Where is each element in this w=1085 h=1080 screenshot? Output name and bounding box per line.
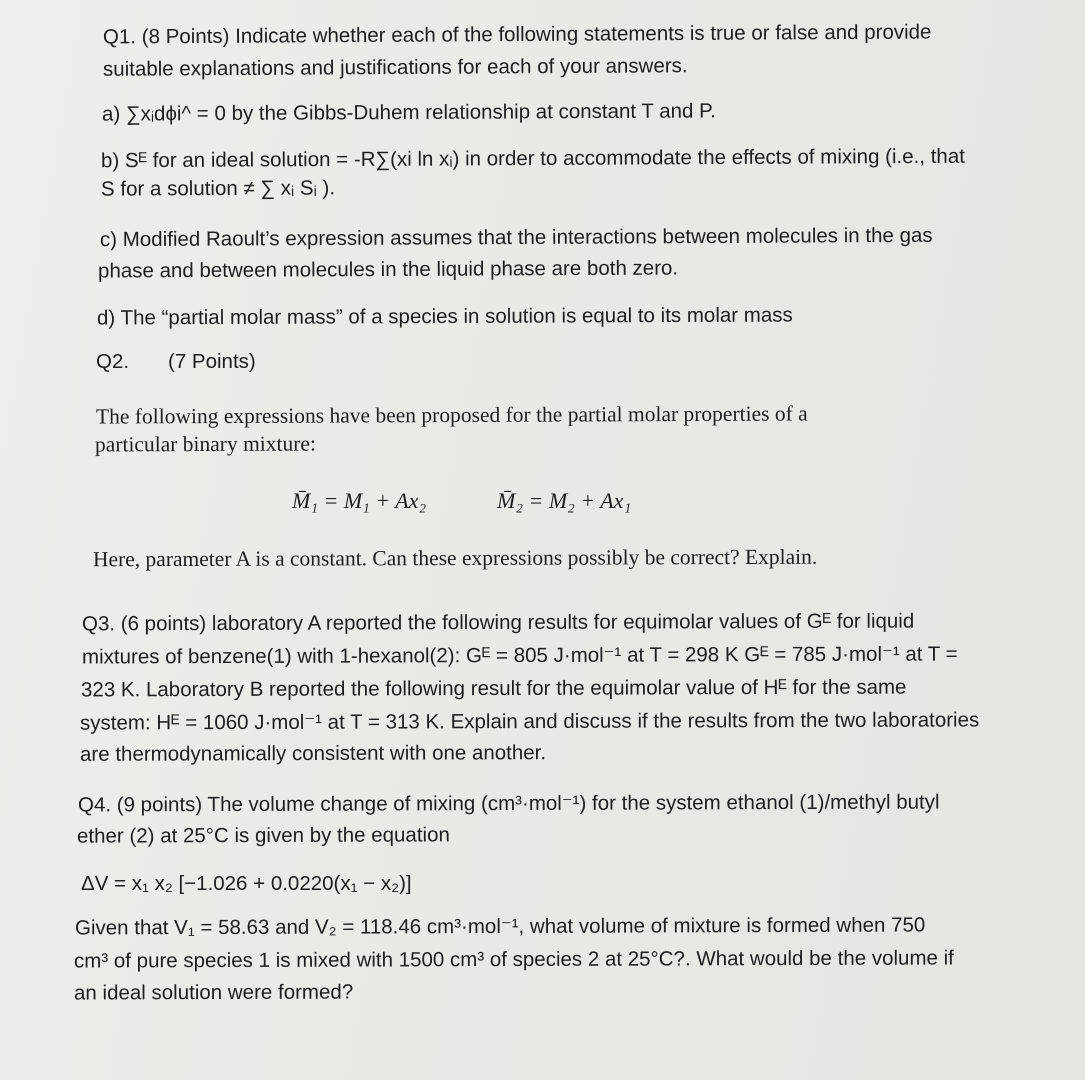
q3-line-4: system: Hᴱ = 1060 J·mol⁻¹ at T = 313 K. Explain and discuss if the results from the two laboratories — [79, 708, 980, 735]
q2-question: Here, parameter A is a constant. Can these expressions possibly be correct? Explain. — [92, 544, 818, 572]
q2-equation-1: M̄₁ = M₁ + Ax₂ — [292, 488, 427, 513]
q3-line-5: are thermodynamically consistent with one another. — [79, 741, 547, 766]
q1-statement-b-line-2: S for a solution ≠ ∑ xᵢ Sᵢ ). — [100, 176, 336, 201]
q3-line-2: mixtures of benzene(1) with 1-hexanol(2): Gᴱ = 805 J·mol⁻¹ at T = 298 K Gᴱ = 785 J·mol⁻¹ at T = — [81, 642, 958, 669]
q1-statement-c-line-2: phase and between molecules in the liquid phase are both zero. — [97, 256, 679, 283]
q1-statement-a: a) ∑xᵢdϕi^ = 0 by the Gibbs-Duhem relationship at constant T and P. — [101, 99, 716, 126]
q2-text-line-1: The following expressions have been proposed for the partial molar properties of a — [95, 401, 808, 429]
q4-equation: ΔV = x₁ x₂ [−1.026 + 0.0220(x₁ − x₂)] — [81, 872, 412, 895]
q4-given-line-3: an ideal solution were formed? — [73, 980, 354, 1005]
q2-equation-2: M̄₂ = M₂ + Ax₁ — [497, 488, 632, 513]
q2-points: (7 Points) — [168, 350, 256, 373]
q4-given-line-1: Given that V₁ = 58.63 and V₂ = 118.46 cm³·mol⁻¹, what volume of mixture is formed when 750 — [74, 913, 926, 940]
q3-line-3: 323 K. Laboratory B reported the following result for the equimolar value of Hᴱ for the same — [80, 675, 907, 702]
q2-label: Q2. — [96, 350, 130, 373]
q4-line-1: Q4. (9 points) The volume change of mixing (cm³·mol⁻¹) for the system ethanol (1)/methyl butyl — [77, 790, 940, 817]
q1-statement-d: d) The “partial molar mass” of a species in solution is equal to its molar mass — [96, 303, 793, 330]
q4-line-2: ether (2) at 25°C is given by the equation — [76, 823, 450, 848]
q3-line-1: Q3. (6 points) laboratory A reported the following results for equimolar values of Gᴱ for liquid — [81, 609, 915, 636]
q1-intro-line-1: Q1. (8 Points) Indicate whether each of the following statements is true or false and provide — [102, 20, 932, 49]
q2-text-line-2: particular binary mixture: — [94, 431, 316, 457]
q1-statement-c-line-1: c) Modified Raoult’s expression assumes that the interactions between molecules in the gas — [99, 223, 933, 252]
q4-given-line-2: cm³ of pure species 1 is mixed with 1500 cm³ of species 2 at 25°C?. What would be the volume if — [73, 946, 954, 973]
q1-statement-b-line-1: b) Sᴱ for an ideal solution = -R∑(xi ln xᵢ) in order to accommodate the effects of mixing (i.e., that — [100, 144, 965, 173]
q1-intro-line-2: suitable explanations and justifications for each of your answers. — [102, 54, 688, 81]
